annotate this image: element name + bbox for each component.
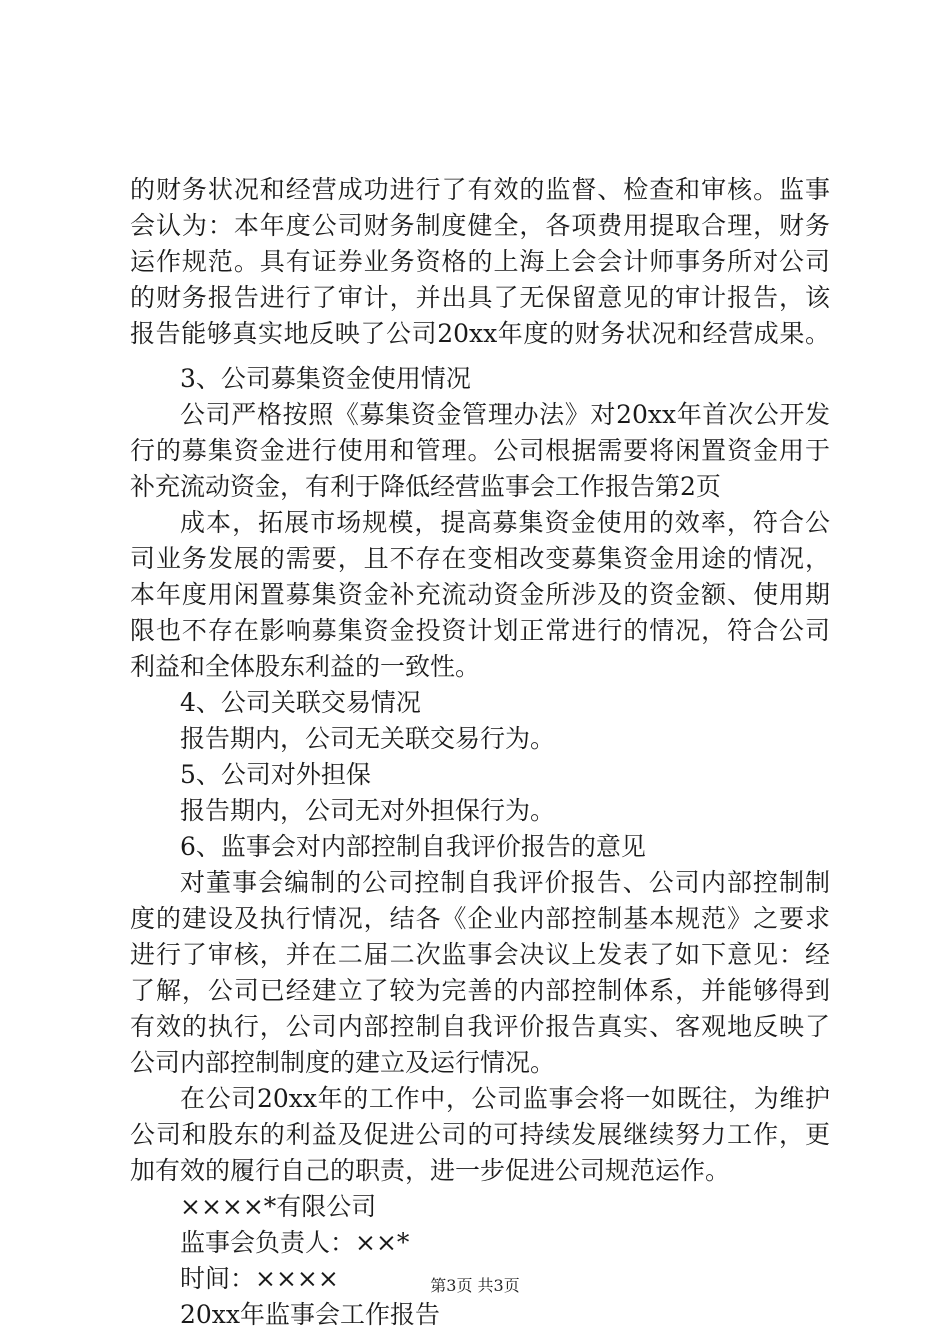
section-heading: 3、公司募集资金使用情况 [180, 364, 471, 393]
paragraph-line: 的财务报告进行了审计，并出具了无保留意见的审计报告，该 [130, 283, 830, 312]
paragraph-line: 公司和股东的利益及促进公司的可持续发展继续努力工作，更 [130, 1120, 830, 1149]
company-name: ××××*有限公司 [180, 1192, 377, 1221]
report-title-line: 20xx年监事会工作报告 [180, 1300, 441, 1329]
paragraph-line: 加有效的履行自己的职责，进一步促进公司规范运作。 [130, 1156, 731, 1185]
paragraph-line: 本年度用闲置募集资金补充流动资金所涉及的资金额、使用期 [130, 580, 830, 609]
paragraph-line: 补充流动资金，有利于降低经营监事会工作报告第2页 [130, 472, 721, 501]
paragraph-line: 的财务状况和经营成功进行了有效的监督、检查和审核。监事 [130, 175, 830, 204]
paragraph-line: 公司严格按照《募集资金管理办法》对20xx年首次公开发 [180, 400, 830, 429]
paragraph-line: 对董事会编制的公司控制自我评价报告、公司内部控制制 [180, 868, 830, 897]
paragraph-line: 会认为：本年度公司财务制度健全，各项费用提取合理，财务 [130, 211, 830, 240]
section-heading: 5、公司对外担保 [180, 760, 371, 789]
paragraph-line: 报告期内，公司无对外担保行为。 [180, 796, 556, 825]
paragraph-line: 在公司20xx年的工作中，公司监事会将一如既往，为维护 [180, 1084, 830, 1113]
paragraph-line: 进行了审核，并在二届二次监事会决议上发表了如下意见：经 [130, 940, 830, 969]
page-footer: 第3页 共3页 [430, 1276, 520, 1295]
paragraph-line: 公司内部控制制度的建立及运行情况。 [130, 1048, 556, 1077]
section-heading: 6、监事会对内部控制自我评价报告的意见 [180, 832, 646, 861]
paragraph-line: 有效的执行，公司内部控制自我评价报告真实、客观地反映了 [130, 1012, 830, 1041]
paragraph-line: 限也不存在影响募集资金投资计划正常进行的情况，符合公司 [130, 616, 830, 645]
paragraph-line: 司业务发展的需要，且不存在变相改变募集资金用途的情况， [130, 544, 830, 573]
paragraph-line: 运作规范。具有证券业务资格的上海上会会计师事务所对公司 [130, 247, 830, 276]
signatory-line: 监事会负责人：××* [180, 1228, 410, 1257]
date-line: 时间：×××× [180, 1264, 339, 1293]
paragraph-line: 利益和全体股东利益的一致性。 [130, 652, 481, 681]
paragraph-line: 报告能够真实地反映了公司20xx年度的财务状况和经营成果。 [130, 319, 830, 348]
paragraph-line: 度的建设及执行情况，结各《企业内部控制基本规范》之要求 [130, 904, 830, 933]
paragraph-line: 了解，公司已经建立了较为完善的内部控制体系，并能够得到 [130, 976, 830, 1005]
paragraph-line: 报告期内，公司无关联交易行为。 [180, 724, 556, 753]
paragraph-line: 成本，拓展市场规模，提高募集资金使用的效率，符合公 [180, 508, 830, 537]
paragraph-line: 行的募集资金进行使用和管理。公司根据需要将闲置资金用于 [130, 436, 830, 465]
section-heading: 4、公司关联交易情况 [180, 688, 421, 717]
